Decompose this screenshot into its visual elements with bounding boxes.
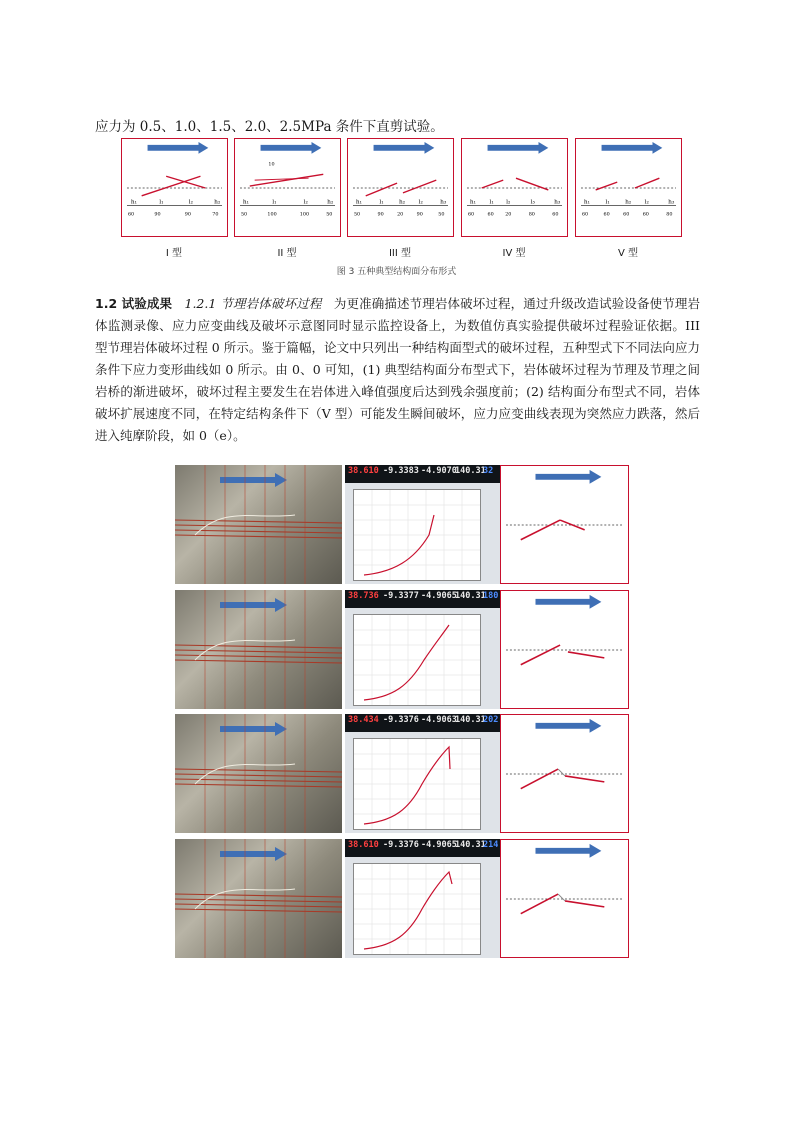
intro-line: 应力为 0.5、1.0、1.5、2.0、2.5MPa 条件下直剪试验。 xyxy=(95,119,444,135)
svg-text:h₂: h₂ xyxy=(399,199,406,206)
svg-text:60: 60 xyxy=(552,211,559,218)
svg-text:50: 50 xyxy=(438,211,445,218)
svg-text:h₃: h₃ xyxy=(554,199,561,206)
svg-text:50: 50 xyxy=(240,211,248,218)
svg-text:h₃: h₃ xyxy=(440,199,447,206)
svg-text:h₁: h₁ xyxy=(469,199,477,206)
type-label-1: I 型 xyxy=(165,248,183,259)
reading-4: 140.31 xyxy=(455,466,486,476)
stress-strain-monitor xyxy=(345,839,501,958)
figure3-panel-type1 xyxy=(121,138,228,237)
type-label-5: V 型 xyxy=(617,248,639,259)
reading-3: -4.9063 xyxy=(421,715,457,725)
reading-4: 140.31 xyxy=(455,591,486,601)
svg-text:h₁: h₁ xyxy=(355,199,363,206)
failure-schematic xyxy=(500,590,629,709)
type-label-3: III 型 xyxy=(388,248,412,259)
svg-text:l₁: l₁ xyxy=(379,199,384,206)
svg-text:50: 50 xyxy=(353,211,361,218)
reading-2: -9.3377 xyxy=(383,591,419,601)
svg-text:90: 90 xyxy=(184,211,192,218)
svg-text:h₂: h₂ xyxy=(214,199,221,206)
reading-3: -4.9070 xyxy=(421,466,457,476)
svg-text:80: 80 xyxy=(666,211,673,218)
svg-text:80: 80 xyxy=(528,211,535,218)
svg-text:l₁: l₁ xyxy=(489,199,494,206)
svg-text:l₂: l₂ xyxy=(303,199,308,206)
reading-1: 38.434 xyxy=(348,715,379,725)
rock-specimen-photo xyxy=(175,465,342,584)
svg-text:20: 20 xyxy=(505,211,512,218)
stress-strain-monitor xyxy=(345,590,501,709)
figure3-caption: 图 3 五种典型结构面分布形式 xyxy=(336,267,457,277)
svg-text:l₂: l₂ xyxy=(644,199,649,206)
svg-text:60: 60 xyxy=(603,211,610,218)
reading-3: -4.9065 xyxy=(421,840,457,850)
type-label-4: IV 型 xyxy=(502,248,526,259)
reading-1: 38.610 xyxy=(348,466,379,476)
monitor-row-1 xyxy=(175,465,629,584)
svg-text:h₁: h₁ xyxy=(583,199,591,206)
monitor-row-2 xyxy=(175,590,629,709)
svg-text:60: 60 xyxy=(467,211,475,218)
section-1-2 xyxy=(95,293,700,447)
svg-text:l₁: l₁ xyxy=(605,199,610,206)
reading-5: 32 xyxy=(483,466,494,476)
figure3-panel-type5 xyxy=(575,138,682,237)
rock-specimen-photo xyxy=(175,714,342,833)
stress-strain-plot xyxy=(353,863,481,955)
svg-text:20: 20 xyxy=(397,211,404,218)
stress-strain-curve xyxy=(364,747,450,824)
failure-schematic xyxy=(500,714,629,833)
svg-text:l₂: l₂ xyxy=(506,199,511,206)
svg-text:60: 60 xyxy=(581,211,589,218)
reading-2: -9.3383 xyxy=(383,466,419,476)
section-body: 为更准确描述节理岩体破坏过程，通过升级改造试验设备使节理岩体监测录像、应力应变曲线及破坏示意图同时显示监控设备上，为数值仿真实验提供破坏过程验证依据。III 型节理岩体破坏过程 0 所示。鉴于篇幅，论文中只列出一种结构面型式的破坏过程，五种型式下不同法向应力条件下应力变形曲线如 0 所示。由 0、0 可知，(1) 典型结构面分布型式下，岩体破坏过程为节理及节理之间岩桥的渐进破坏，破坏过程主要发生在岩体进入峰值强度后达到残余强度前；(2) 结构面分布型式不同，岩体破坏扩展速度不同，在特定结构条件下（V 型）可能发生瞬间破坏，应力应变曲线表现为突然应力跌落，然后进入纯摩阶段，如 0（e）。 xyxy=(95,296,701,443)
stress-strain-plot xyxy=(353,738,481,830)
svg-text:h₁: h₁ xyxy=(130,199,138,206)
reading-5: 214 xyxy=(483,840,499,850)
svg-text:90: 90 xyxy=(154,211,161,218)
svg-text:l₁: l₁ xyxy=(159,199,164,206)
stress-strain-plot xyxy=(353,489,481,581)
svg-text:l₃: l₃ xyxy=(530,199,535,206)
rock-specimen-photo xyxy=(175,839,342,958)
reading-5: 180 xyxy=(483,591,499,601)
reading-4: 140.31 xyxy=(455,840,486,850)
svg-text:60: 60 xyxy=(623,211,630,218)
stress-strain-plot xyxy=(353,614,481,706)
figure3-panel-type3 xyxy=(347,138,454,237)
section-subheading: 1.2.1 节理岩体破坏过程 xyxy=(184,296,322,311)
svg-text:100: 100 xyxy=(267,211,277,218)
svg-text:60: 60 xyxy=(642,211,649,218)
svg-text:90: 90 xyxy=(377,211,384,218)
figure3-panel-type4 xyxy=(461,138,568,237)
svg-text:90: 90 xyxy=(416,211,423,218)
reading-2: -9.3376 xyxy=(383,715,419,725)
svg-text:h₃: h₃ xyxy=(668,199,675,206)
svg-text:l₂: l₂ xyxy=(418,199,423,206)
figure3-panel-type2 xyxy=(234,138,341,237)
reading-3: -4.9065 xyxy=(421,591,457,601)
failure-schematic xyxy=(500,839,629,958)
stress-strain-curve xyxy=(364,625,449,700)
svg-text:100: 100 xyxy=(299,211,310,218)
svg-text:l₂: l₂ xyxy=(188,199,193,206)
reading-5: 202 xyxy=(483,715,499,725)
svg-text:h₂: h₂ xyxy=(327,199,334,206)
monitor-row-3 xyxy=(175,714,629,833)
svg-text:h₂: h₂ xyxy=(625,199,632,206)
type-label-2: II 型 xyxy=(277,248,297,259)
stress-strain-monitor xyxy=(345,714,501,833)
stress-strain-curve xyxy=(364,515,434,575)
svg-text:10: 10 xyxy=(268,161,275,168)
svg-text:50: 50 xyxy=(326,211,333,218)
svg-text:70: 70 xyxy=(212,211,219,218)
section-heading: 1.2 试验成果 xyxy=(95,296,173,311)
svg-text:60: 60 xyxy=(487,211,494,218)
svg-text:h₁: h₁ xyxy=(242,199,250,206)
svg-text:60: 60 xyxy=(127,211,135,218)
rock-specimen-photo xyxy=(175,590,342,709)
reading-2: -9.3376 xyxy=(383,840,419,850)
monitor-row-4 xyxy=(175,839,629,958)
reading-4: 140.31 xyxy=(455,715,486,725)
reading-1: 38.610 xyxy=(348,840,379,850)
svg-text:l₁: l₁ xyxy=(272,199,277,206)
stress-strain-monitor xyxy=(345,465,501,584)
failure-schematic xyxy=(500,465,629,584)
reading-1: 38.736 xyxy=(348,591,379,601)
